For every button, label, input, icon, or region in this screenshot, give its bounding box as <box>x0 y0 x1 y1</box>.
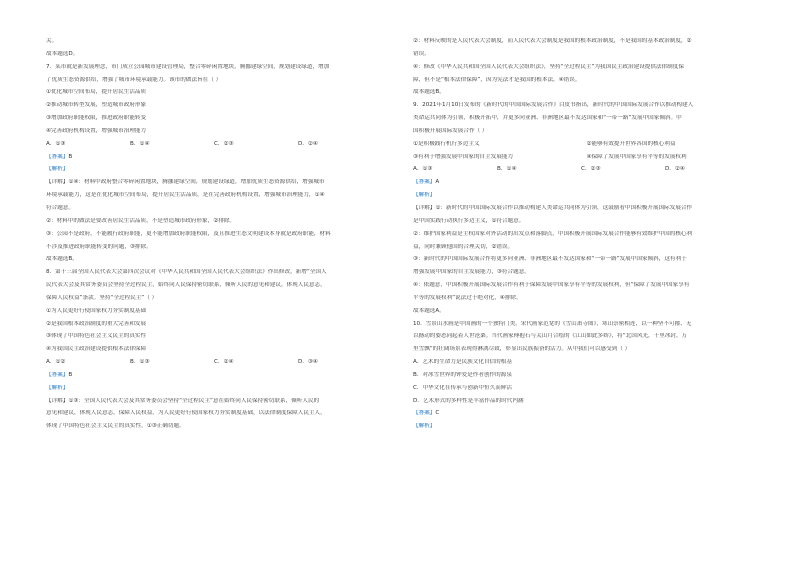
question-10-stem: 10．雪景山水画是中国画的一个独特门类。宋代画家范宽的《雪山萧寺图》，寒山崇密相连，以一种坚不可摧、无 <box>413 320 692 327</box>
question-10-stem: 以撼动的姿态同起着人世沧桑。当代画家傅抱石与关山月合绘的《江山如此多娇》，将“北国风光，千里冰封，万 <box>413 333 688 340</box>
option-a: A．①③ <box>46 140 66 147</box>
analysis-tag: 【解析】 <box>46 384 69 391</box>
question-7-stem: 7．某市就是新发展理念，市门成立公园城市建设管理局，整合零碎闲置地块，腾挪建绿空间，规划建设绿道，增加 <box>46 63 330 70</box>
detail-line: ②：材料反映的是人民代表大会制度，而人民代表大会制度是我国的根本政治制度，不是我国的基本政治制度，② <box>413 38 692 44</box>
statement: ①为人民更好行使国家权力夯实制度基础 <box>46 307 147 314</box>
question-9-options <box>413 166 760 179</box>
statement: ②推动城市转型发展，塑造城市政府形象 <box>46 102 147 109</box>
option-c: C．中华文化在传承与创新中恒久而鲜活 <box>413 384 513 391</box>
question-8-stem: 8．第十三届全国人民代表大会第四次会议对《中华人民共和国全国人民代表大会组织法》作出修改，新增“全国人 <box>46 269 327 276</box>
option-a: A．①③ <box>413 166 433 173</box>
detail-line: 平等的发展权利”说法过于绝对化，④排除。 <box>413 294 522 301</box>
statement-row <box>413 141 760 154</box>
statement: ②能够有效提升世界各国的核心利益 <box>586 140 676 147</box>
statement-row <box>413 154 760 167</box>
detail-line: ③：公园不是政府，不能履行政府职能，更不能增加政府职能权限，及且推进生态文明建设本身就是政府职能，材料 <box>46 230 331 237</box>
analysis-tag: 【解析】 <box>413 192 436 199</box>
detail-line: 故本题选A。 <box>413 307 445 314</box>
detail-line: 符合题意。 <box>46 204 74 211</box>
detail-line: 意见和建议，体现人民意志，保障人民权益，为人民更好行使国家权力夯实制度基础，以法律制度保障人民主人， <box>46 410 326 417</box>
option-d: D．艺术形式的多样性是丰富作品的时代内涵 <box>413 397 524 404</box>
answer-tag: 【答案】 <box>46 153 69 160</box>
detail-line: 【详解】①③：全国人民代表大会及其常务委员会坚持“全过程民主”意在始终同人民保持密切联系，倾听人民的 <box>46 397 320 404</box>
detail-line: 【详解】①：新时代的中国国际发展合作以推动构建人类命运共同体为引领，这鼓励看中国积极开展国际发展合作 <box>413 204 693 211</box>
option-c: C．②③ <box>581 166 601 173</box>
option-b: B．①④ <box>130 140 150 147</box>
detail-line: ④：修改《中华人民共和国全国人民代表大会组织法》，坚持“全过程民主”为我国民主政治建设提供法律制度保 <box>413 63 684 70</box>
question-10-stem: 里雪飘”的壮阔场景表现得淋漓尽致，彰显出民族振奋的活力。从中我们可以感受到（ ） <box>413 346 631 353</box>
option-a: A．①② <box>46 359 66 366</box>
left-column <box>46 38 390 436</box>
option-c: C．②④ <box>214 359 234 366</box>
text-line: 关。 <box>46 38 58 44</box>
question-7-stem: 了优质生态资源供给，增强了城市环境承载能力。该市的做法旨在（ ） <box>46 76 222 83</box>
option-a: A．艺术的生命力是民族文化自信的根基 <box>413 359 512 366</box>
detail-line: 故本题选B。 <box>46 256 78 263</box>
option-d: D．②④ <box>298 140 318 147</box>
detail-line: 障，但不是“根本法律保障”，因为宪法才是我国的根本法，④错误。 <box>413 76 581 83</box>
statement: ④保障了发展中国家享有平等的发展权利 <box>586 153 687 160</box>
detail-line: ②：维护国家利益是主权国家对外活动的出发点和落脚点，中国积极开展国际发展合作能够有效维护中国的核心利 <box>413 230 693 237</box>
statement: ④完善政府机构设置，增强城市治理能力 <box>46 127 147 134</box>
answer-value: B <box>68 371 73 378</box>
analysis-tag: 【解析】 <box>46 166 69 173</box>
question-8-stem: 保障人民权益”条款。坚持“全过程民主”（ ） <box>46 294 158 301</box>
statement: ③增加政府职能权限，推进政府职能转变 <box>46 115 147 122</box>
detail-line: 不涉及推进政府职能转变的问题，③排除。 <box>46 243 152 250</box>
answer-line <box>413 179 760 192</box>
option-b: B．对冰雪世界的钟爱是作者创作的源泉 <box>413 371 512 378</box>
answer-line <box>413 410 760 423</box>
answer-line <box>46 154 390 167</box>
detail-line: 益，同时兼顾他国的合理关切，②错误。 <box>413 243 514 250</box>
detail-line: 环境承载能力，这是在优化城市空间布局，提升居民生活品质，是在完善政府机构设置，增强城市治理能力，①④ <box>46 192 325 199</box>
option-d: D．③④ <box>298 359 318 366</box>
question-8-options <box>46 359 390 372</box>
detail-line: 故本题选B。 <box>413 89 445 96</box>
analysis-tag: 【解析】 <box>413 423 436 430</box>
question-9-stem: 类命运共同体为引领，积极开拓中，并更多向亚洲、非洲地区最不发达国家和“一带一路”发展中国家倾斜。中 <box>413 115 682 122</box>
answer-tag: 【答案】 <box>413 179 436 186</box>
right-column <box>413 38 760 436</box>
statement: ④为我国民主政治建设提供根本法律保障 <box>46 346 147 353</box>
question-8-stem: 民代表大会及其常务委员会坚持全过程民主，始终同人民保持密切联系，倾听人民的意见和建议，体现人民意志， <box>46 282 326 289</box>
detail-line: 体现了中国特色社会主义民主的真实性，①③正确切题。 <box>46 423 185 430</box>
question-9-stem: 国积极开展国际发展合作（ ） <box>413 127 488 134</box>
text-line: 故本题选D。 <box>46 50 79 57</box>
detail-line: 是中国实践行动执行多边主义，①符合题意。 <box>413 217 525 224</box>
statement: ①是积极践行机行多边主义 <box>413 140 480 147</box>
detail-line: 【详解】①④：材料中政府整合零碎闲置地块，腾挪建绿空间，规划建设绿道，增加优质生态资源供给，增强城市 <box>46 179 325 186</box>
option-c: C．②③ <box>214 140 234 147</box>
statement: ③体现了中国特色社会主义民主的真实性 <box>46 333 147 340</box>
detail-line: 错误。 <box>413 50 430 57</box>
statement: ①优化城市空间布局，提升居民生活品质 <box>46 89 147 96</box>
question-9-stem: 9．2021年1月10日发布的《新时代的中国国际发展合作》白皮书指出，新时代的中国国际发展合作以推动构建人 <box>413 102 694 109</box>
option-d: D．②④ <box>665 166 685 173</box>
answer-value: B <box>68 153 73 160</box>
question-7-options <box>46 141 390 154</box>
option-b: B．①④ <box>497 166 517 173</box>
detail-line: 增强发展中国家的自主发展能力，③符合题意。 <box>413 269 530 276</box>
statement: ③有利于增强发展中国家的自主发展能力 <box>413 153 514 160</box>
answer-tag: 【答案】 <box>413 410 436 417</box>
answer-value: A <box>435 179 440 186</box>
detail-line: ③：新时代的中国国际发展合作将更多向亚洲、非洲地区最不发达国家和“一带一路”发展中国家倾斜，这有利于 <box>413 256 687 263</box>
detail-line: ④：依题意，中国积极开展国际发展合作有利于保障发展中国家享有平等的发展权利，但“保障了发展中国家享有 <box>413 282 690 289</box>
option-b: B．①③ <box>130 359 150 366</box>
answer-tag: 【答案】 <box>46 371 69 378</box>
statement: ②是我国根本政治制度的重大完善和发展 <box>46 320 147 327</box>
answer-line <box>46 372 390 385</box>
answer-value: C <box>435 410 440 417</box>
detail-line: ②：材料中的做法是要改善居民生活品质，不是塑造城市政府形象，②排除。 <box>46 217 236 224</box>
